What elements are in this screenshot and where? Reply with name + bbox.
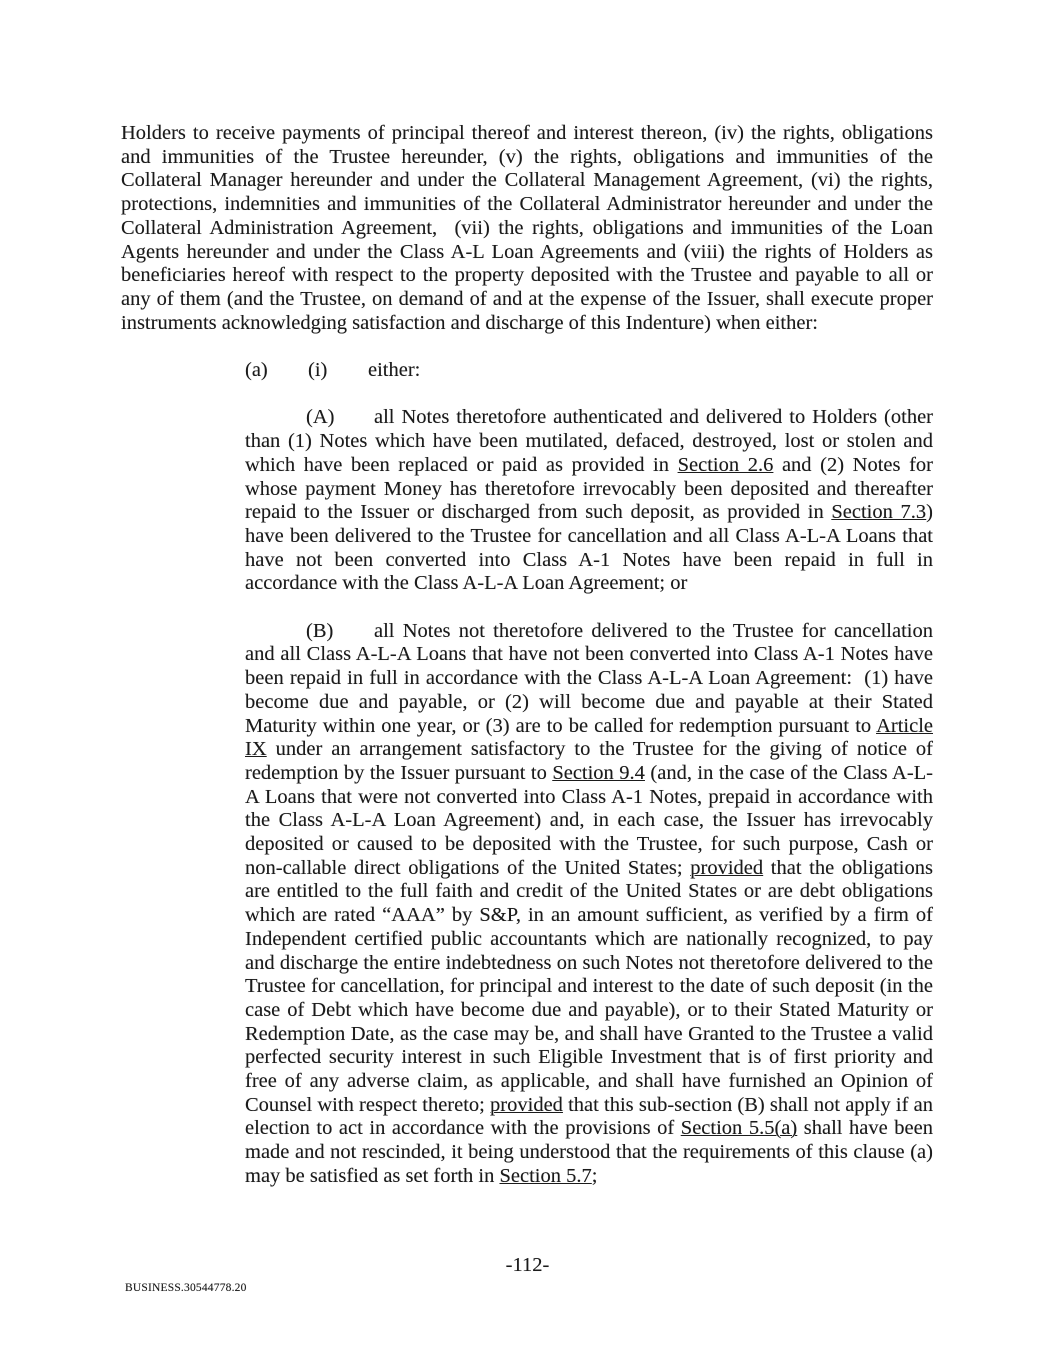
clause-i-label: (i) bbox=[308, 359, 328, 382]
cross-reference: provided bbox=[490, 1093, 563, 1116]
cross-reference: Section 5.7 bbox=[499, 1164, 592, 1187]
subclause-A-label: (A) bbox=[306, 406, 335, 429]
text-segment: Holders to receive payments of principal thereof and interest thereon, (iv) the rights, obligations and immunities of the Trustee hereunder, (v) the rights, obligations and immunities of the Collateral Manager hereunder and under the Collateral Management Agreement, (vi) the rights, protections, indemnities and immunities of the Collateral Administrator hereunder and under the Collateral Administration Agreement, (vii) the rights, obligations and immunities of the Loan Agents hereunder and under the Class A-L Loan Agreements and (viii) the rights of Holders as beneficiaries hereof with respect to the property deposited with the Trustee and payable to all or any of them (and the Trustee, on demand of and at the expense of the Issuer, shall execute proper instruments acknowledging satisfaction and discharge of this Indenture) when either: bbox=[121, 122, 933, 334]
text-segment: ; bbox=[591, 1164, 598, 1187]
text-segment: (and, in the case of the Class A-L-A Loans that were not converted into Class A-1 Notes, prepaid in accordance with the Class A-L-A Loan Agreement) and, in each case, the Issuer has irrevocably deposited or caused to be deposited with the Trustee, for such purpose, Cash or non-callable direct obligations of the United States; bbox=[245, 761, 933, 879]
subclause-B-paragraph bbox=[245, 620, 933, 1189]
subclause-A-paragraph bbox=[245, 406, 933, 596]
clause-a-label: (a) bbox=[245, 359, 268, 382]
cross-reference: Article IX bbox=[245, 714, 933, 761]
clause-a-i-line bbox=[121, 359, 933, 383]
text-segment: all Notes theretofore authenticated and delivered to Holders (other than (1) Notes which have been mutilated, defaced, destroyed, lost or stolen and which have been replaced or paid as provided in bbox=[245, 406, 933, 476]
text-segment: ) have been delivered to the Trustee for cancellation and all Class A-L-A Loans that have not been converted into Class A-1 Notes have been repaid in full in accordance with the Class A-L-A Loan Agreement; or bbox=[245, 501, 933, 595]
document-id: BUSINESS.30544778.20 bbox=[125, 1282, 247, 1294]
text-segment: all Notes not theretofore delivered to the Trustee for cancellation and all Class A-L-A Loans that have not been converted into Class A-1 Notes have been repaid in full in accordance with the Class A-L-A Loan Agreement: (1) have become due and payable, or (2) will become due and payable at their Stated Maturity within one year, or (3) are to be called for redemption pursuant to bbox=[245, 619, 933, 737]
page-number: -112- bbox=[505, 1254, 550, 1276]
cross-reference: provided bbox=[690, 856, 764, 879]
intro-paragraph bbox=[121, 122, 933, 335]
page-body bbox=[121, 122, 933, 1189]
cross-reference: Section 7.3 bbox=[831, 501, 927, 524]
text-segment: and (2) Notes for whose payment Money has theretofore irrevocably been deposited and thereafter repaid to the Issuer or discharged from such deposit, as provided in bbox=[245, 453, 934, 524]
text-segment: that this sub-section (B) shall not apply if an election to act in accordance with the provisions of bbox=[245, 1093, 933, 1140]
text-segment: shall have been made and not rescinded, it being understood that the requirements of this clause (a) may be satisfied as set forth in bbox=[245, 1117, 933, 1187]
subclause-B-label: (B) bbox=[306, 619, 334, 642]
text-segment: that the obligations are entitled to the full faith and credit of the United States or are debt obligations which are rated “AAA” by S&P, in an amount sufficient, as verified by a firm of Independent certified public accountants which are nationally recognized, to pay and discharge the entire indebtedness on such Notes not theretofore delivered to the Trustee for cancellation, for principal and interest to the date of such deposit (in the case of Debt which have become due and payable), or to their Stated Maturity or Redemption Date, as the case may be, and shall have Granted to the Trustee a valid perfected security interest in such Eligible Investment that is of first priority and free of any adverse claim, as applicable, and shall have furnished an Opinion of Counsel with respect thereto; bbox=[245, 856, 933, 1116]
text-segment: under an arrangement satisfactory to the Trustee for the giving of notice of redemption by the Issuer pursuant to bbox=[245, 738, 933, 784]
cross-reference: Section 9.4 bbox=[552, 761, 645, 784]
cross-reference: Section 5.5(a) bbox=[680, 1117, 798, 1140]
clause-either-text: either: bbox=[368, 359, 421, 382]
cross-reference: Section 2.6 bbox=[677, 453, 774, 476]
